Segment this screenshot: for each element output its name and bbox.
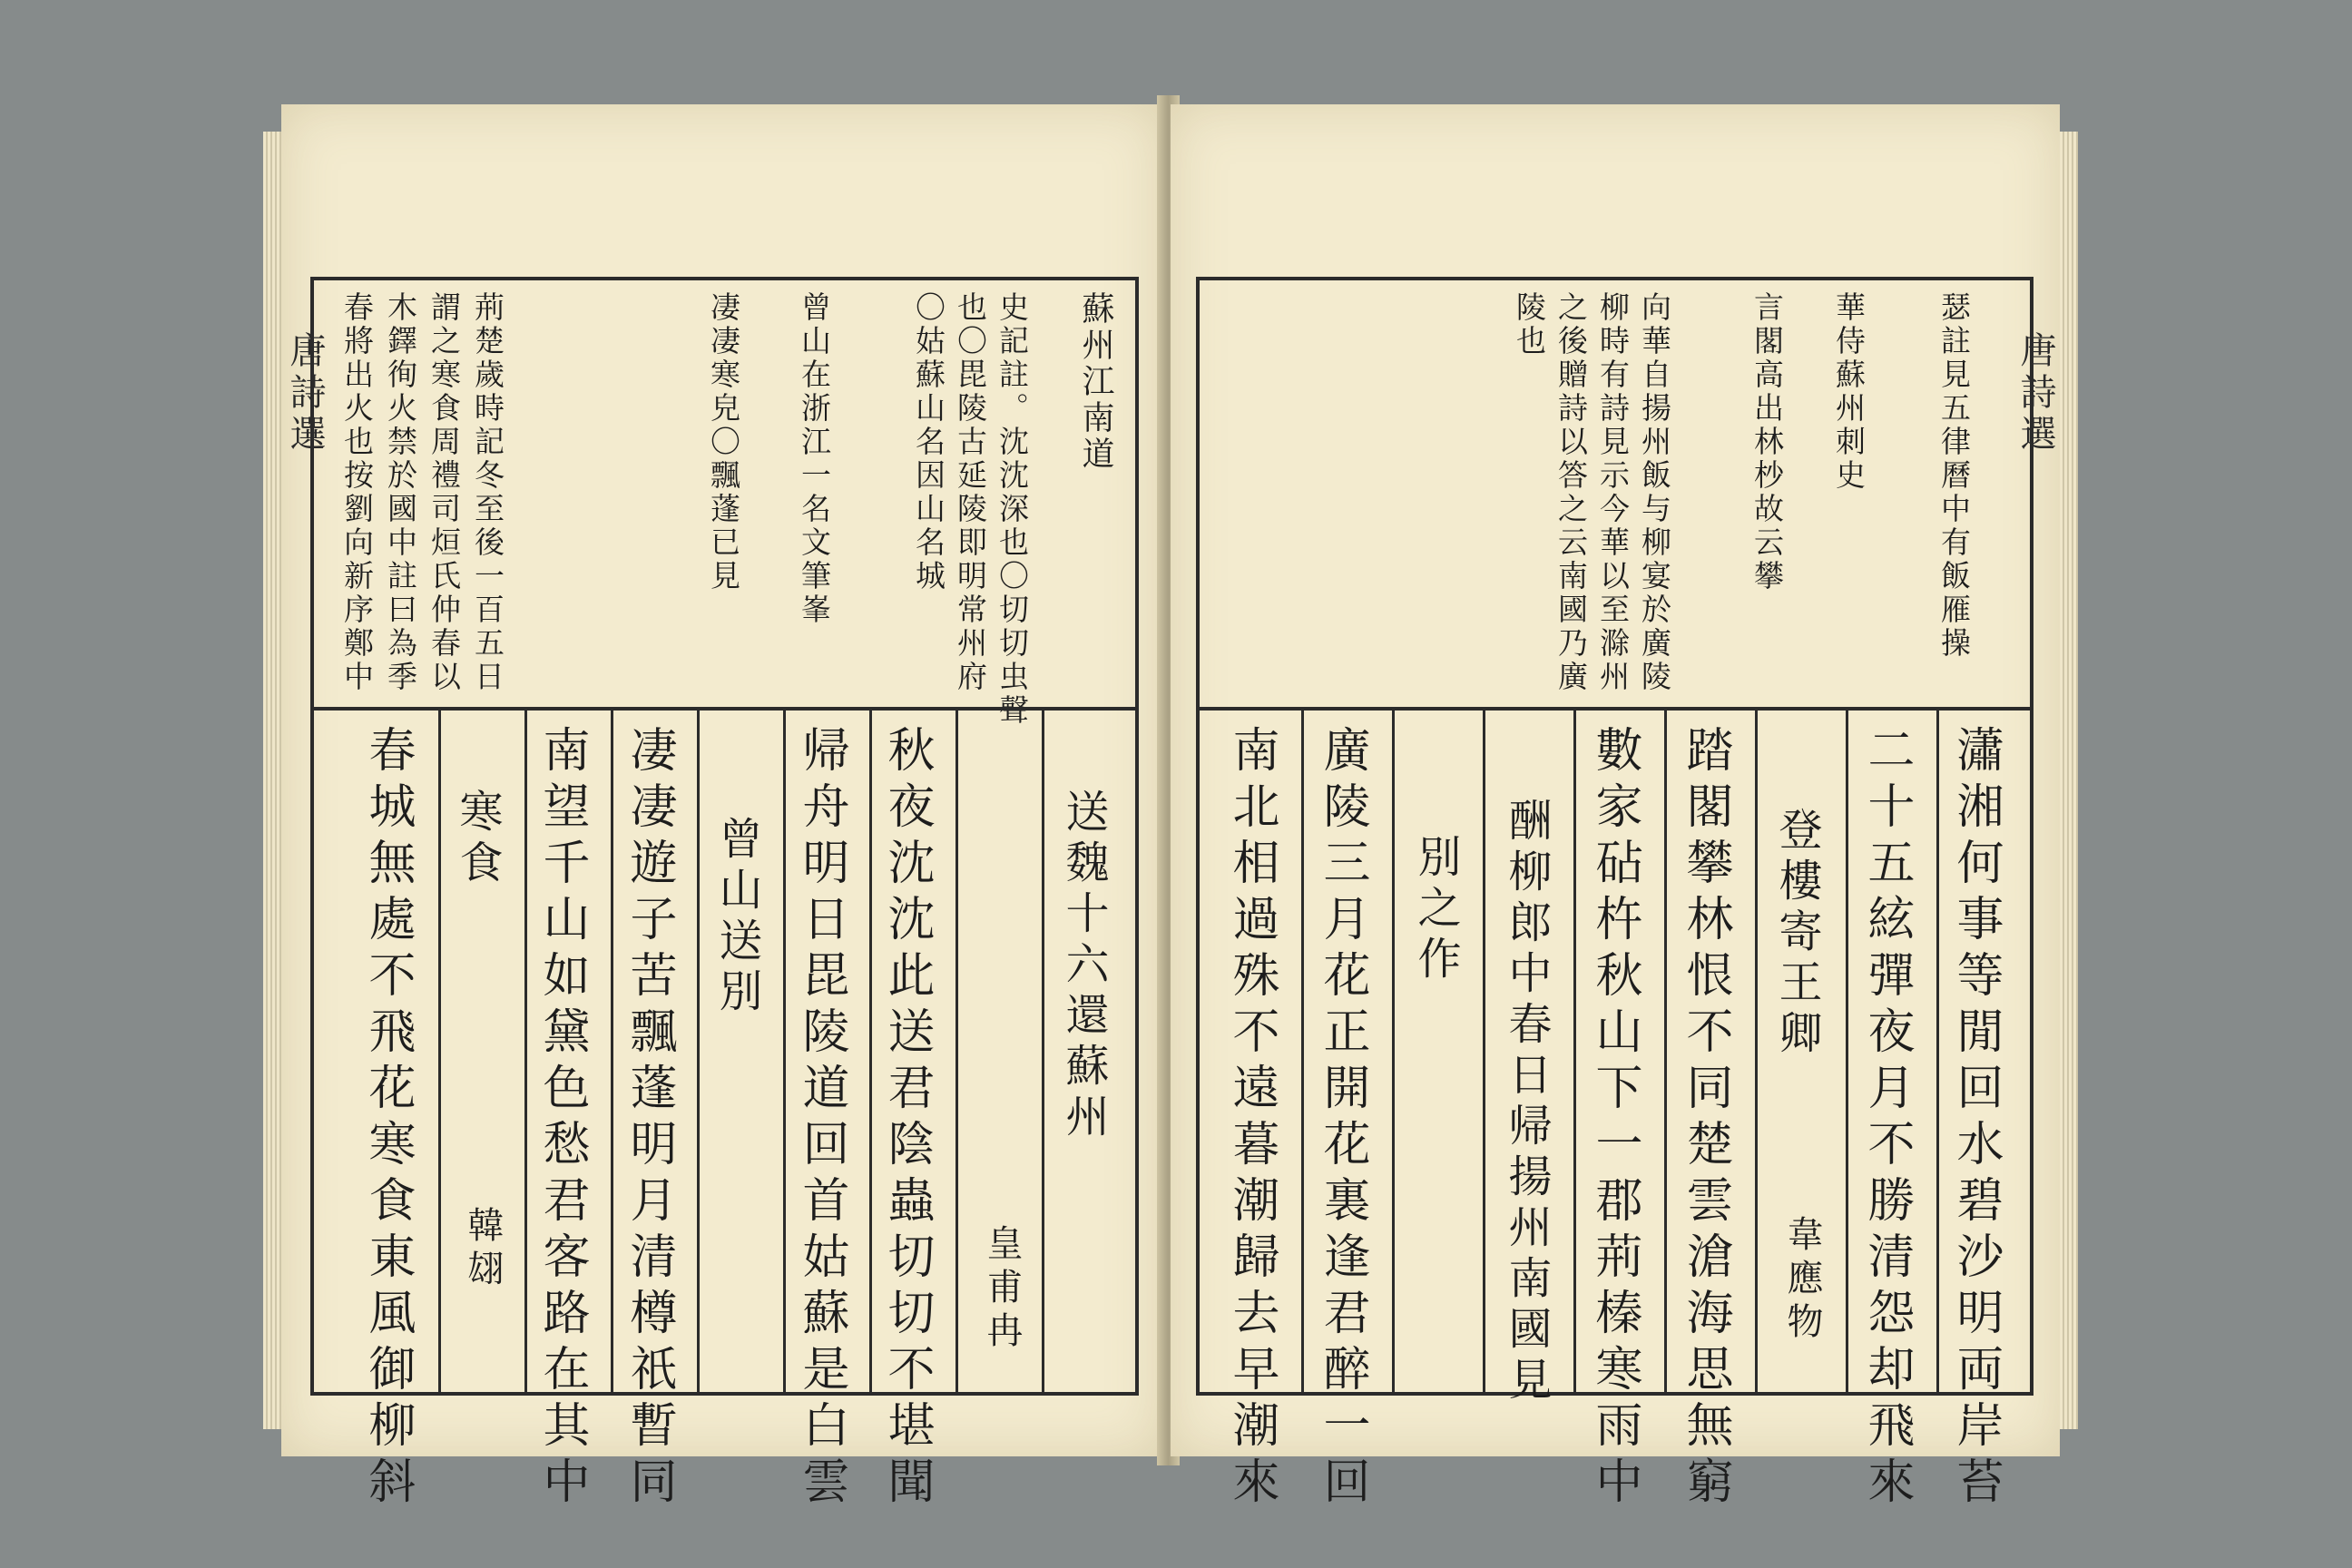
poem-a-line-2: 二十五絃彈夜月不勝清怨却飛來 bbox=[1859, 725, 1914, 1513]
poem-a-line-1: 瀟湘何事等閒回水碧沙明両岸苔 bbox=[1948, 725, 2003, 1513]
column-rule bbox=[1846, 710, 1848, 1392]
column-rule bbox=[956, 710, 958, 1392]
right-note-4: 向華自揚州飯与柳宴於廣陵 bbox=[1637, 291, 1672, 694]
poem-title-c: 酬柳郎中春日帰揚州南國見 bbox=[1501, 798, 1552, 1407]
column-rule bbox=[1755, 710, 1758, 1392]
left-header: 蘇州江南道 bbox=[1077, 291, 1114, 473]
author-3: 韓翃 bbox=[462, 1206, 504, 1293]
left-note-4: 曾山在浙江一名文筆峯 bbox=[797, 291, 832, 627]
right-side-label: 唐詩選 bbox=[2014, 331, 2056, 456]
poem-1-line-2: 帰舟明日毘陵道回首姑蘇是白雲 bbox=[794, 725, 848, 1513]
right-note-2: 華侍蘇州刺史 bbox=[1831, 291, 1867, 493]
column-rule bbox=[1392, 710, 1395, 1392]
poem-c-line-2: 南北相過殊不遠暮潮歸去早潮來 bbox=[1224, 725, 1279, 1513]
right-note-6: 之後贈詩以答之云南國乃廣 bbox=[1553, 291, 1589, 694]
left-register-divider bbox=[314, 707, 1135, 710]
left-note-1: 史記註。沈沈深也〇切切虫聲 bbox=[995, 291, 1030, 728]
column-rule bbox=[1573, 710, 1576, 1392]
column-rule bbox=[524, 710, 527, 1392]
column-rule bbox=[1936, 710, 1939, 1392]
poem-title-3: 寒食 bbox=[452, 789, 503, 890]
left-note-2: 也〇毘陵古延陵即明常州府 bbox=[953, 291, 988, 694]
poem-1-line-1: 秋夜沈沈此送君陰蟲切切不堪聞 bbox=[879, 725, 934, 1513]
left-side-label: 唐詩選 bbox=[284, 331, 326, 456]
poem-3-line-1: 春城無處不飛花寒食東風御柳斜 bbox=[360, 725, 415, 1513]
left-page bbox=[281, 104, 1161, 1513]
left-note-6: 荊楚歲時記冬至後一百五日 bbox=[470, 291, 505, 694]
right-note-1: 瑟註見五律曆中有飯雁操 bbox=[1936, 291, 1972, 661]
right-text-frame bbox=[1196, 277, 2034, 1513]
poem-title-b: 登樓寄王卿 bbox=[1771, 807, 1822, 1061]
right-register-divider bbox=[1200, 707, 2030, 710]
poem-b-line-2: 數家砧杵秋山下一郡荊榛寒雨中 bbox=[1587, 725, 1642, 1513]
poem-b-line-1: 踏閣攀林恨不同楚雲滄海思無窮 bbox=[1678, 725, 1732, 1513]
left-note-9: 春將出火也按劉向新序鄭中 bbox=[339, 291, 375, 694]
column-rule bbox=[1483, 710, 1485, 1392]
author-b: 韋應物 bbox=[1781, 1215, 1823, 1346]
poem-c-line-1: 廣陵三月花正開花裏逢君醉一回 bbox=[1315, 725, 1369, 1513]
open-book bbox=[272, 95, 2069, 1513]
column-rule bbox=[611, 710, 613, 1392]
author-1: 皇甫冉 bbox=[981, 1224, 1023, 1355]
poem-title-1: 送魏十六還蘇州 bbox=[1058, 789, 1109, 1144]
poem-2-line-1: 凄凄遊子苦飄蓬明月清樽祇暫同 bbox=[622, 725, 676, 1513]
column-rule bbox=[1664, 710, 1667, 1392]
left-note-3: 〇姑蘇山名因山名城 bbox=[911, 291, 946, 593]
right-note-5: 柳時有詩見示今華以至滁州 bbox=[1595, 291, 1631, 694]
column-rule bbox=[697, 710, 700, 1392]
left-text-frame bbox=[310, 277, 1139, 1513]
right-note-3: 言閣高出林杪故云攀 bbox=[1749, 291, 1785, 593]
right-note-7: 陵也 bbox=[1512, 291, 1547, 358]
right-page bbox=[1171, 104, 2060, 1513]
poem-title-c-continued: 別之作 bbox=[1410, 834, 1461, 986]
left-note-5: 凄凄寒皃〇飄蓬已見 bbox=[706, 291, 741, 593]
column-rule bbox=[1301, 710, 1304, 1392]
poem-title-2: 曾山送別 bbox=[711, 816, 762, 1019]
left-note-7: 謂之寒食周禮司烜氏仲春以 bbox=[426, 291, 462, 694]
column-rule bbox=[438, 710, 441, 1392]
column-rule bbox=[1042, 710, 1044, 1392]
column-rule bbox=[783, 710, 786, 1392]
column-rule bbox=[869, 710, 872, 1392]
left-note-8: 木鐸徇火禁於國中註曰為季 bbox=[383, 291, 418, 694]
poem-2-line-2: 南望千山如黛色愁君客路在其中 bbox=[534, 725, 589, 1513]
